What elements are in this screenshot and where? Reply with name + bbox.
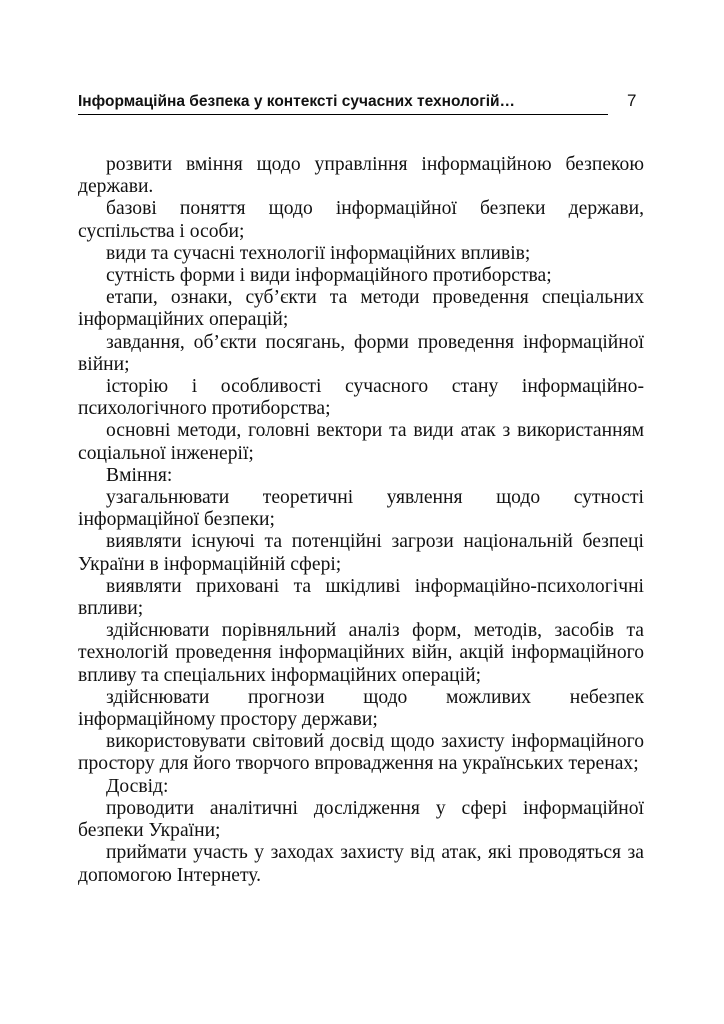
paragraph: здійснювати прогнози щодо можливих небезпек інформаційному простору держави;: [78, 686, 644, 731]
paragraph: узагальнювати теоретичні уявлення щодо сутності інформаційної безпеки;: [78, 487, 644, 531]
paragraph: приймати участь у заходах захисту від атак, які проводяться за допомогою Інтернету.: [78, 842, 644, 886]
paragraph: завдання, об’єкти посягань, форми проведення інформаційної війни;: [78, 331, 644, 375]
body-text: [78, 154, 644, 887]
paragraph: використовувати світовий досвід щодо захисту інформаційного простору для його творчого впровадження на українських теренах;: [78, 731, 644, 775]
paragraph: базові поняття щодо інформаційної безпеки держави, суспільства і особи;: [78, 198, 644, 242]
paragraph: види та сучасні технології інформаційних впливів;: [106, 242, 531, 264]
paragraph: проводити аналітичні дослідження у сфері інформаційної безпеки України;: [78, 797, 644, 842]
paragraph: здійснювати порівняльний аналіз форм, методів, засобів та технологій проведення інформаційних війн, акцій інформаційного впливу та спеціальних інформаційних операцій;: [78, 620, 644, 686]
paragraph: основні методи, головні вектори та види атак з використанням соціальної інженерії;: [78, 420, 644, 464]
running-header: [78, 92, 608, 115]
section-label: Досвід:: [106, 775, 169, 797]
section-label: Вміння:: [106, 464, 173, 486]
page-number: 7: [627, 91, 637, 110]
header-title: Інформаційна безпека у контексті сучасних технологій…: [78, 93, 516, 110]
paragraph: історію і особливості сучасного стану інформаційно-психологічного протиборства;: [78, 376, 644, 420]
paragraph: виявляти приховані та шкідливі інформаційно-психологічні впливи;: [78, 575, 644, 620]
paragraph: етапи, ознаки, суб’єкти та методи проведення спеціальних інформаційних операцій;: [78, 287, 644, 331]
paragraph: виявляти існуючі та потенційні загрози національній безпеці України в інформаційній сфері;: [78, 531, 644, 575]
paragraph: розвити вміння щодо управління інформаційною безпекою держави.: [78, 154, 644, 198]
paragraph: сутність форми і види інформаційного протиборства;: [106, 265, 552, 287]
